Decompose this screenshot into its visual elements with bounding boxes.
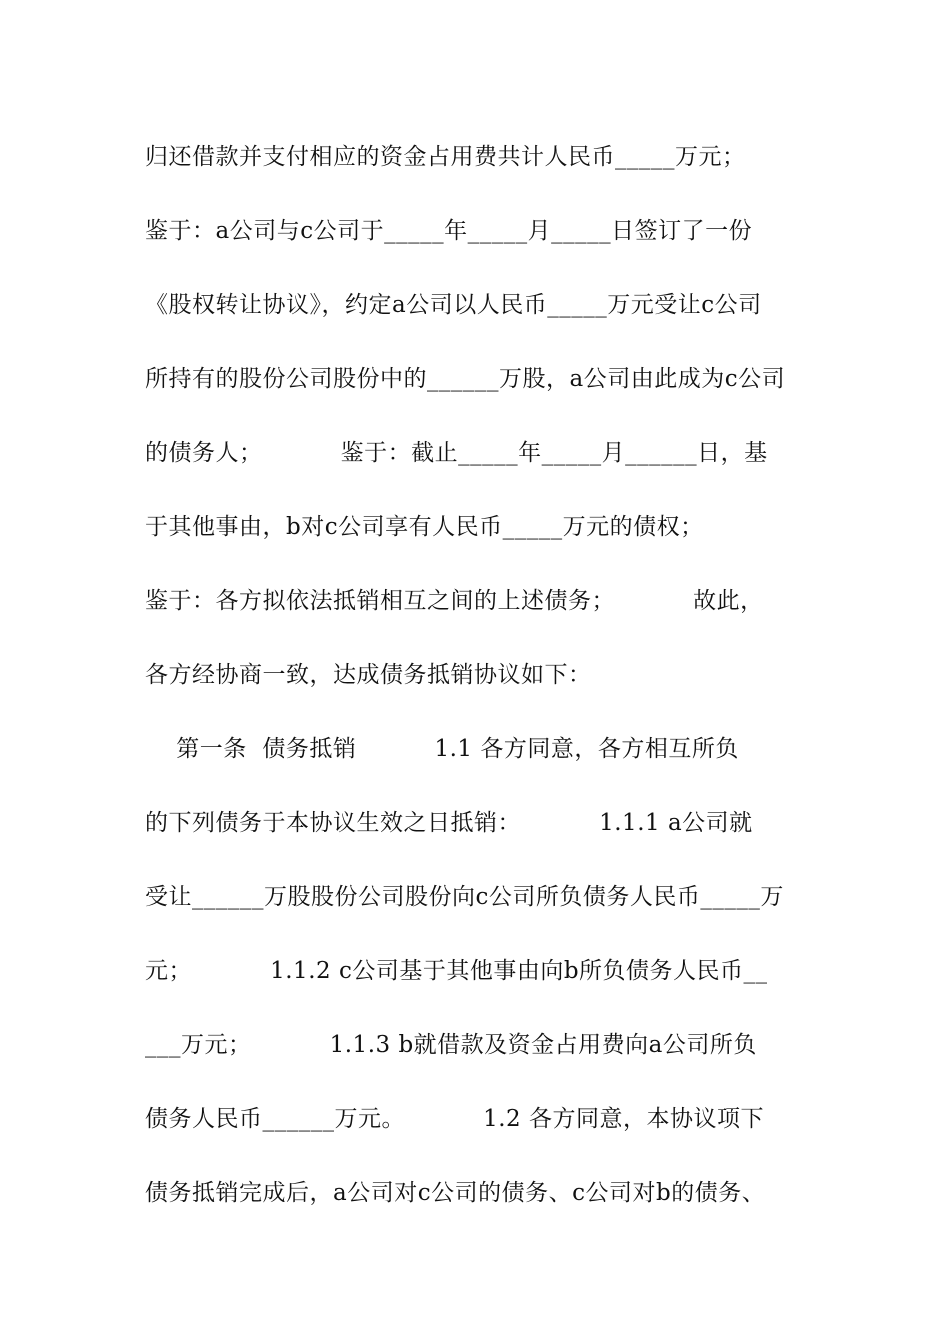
text-line-13: ___万元； 1.1.3 b就借款及资金占用费向a公司所负 (145, 1032, 757, 1058)
text-line-14: 债务人民币______万元。 1.2 各方同意，本协议项下 (145, 1106, 764, 1132)
text-line-9: 第一条 债务抵销 1.1 各方同意，各方相互所负 (145, 736, 739, 762)
text-line-4: 所持有的股份公司股份中的______万股，a公司由此成为c公司 (145, 366, 786, 392)
text-line-6: 于其他事由，b对c公司享有人民币_____万元的债权； (145, 514, 704, 540)
text-line-12: 元； 1.1.2 c公司基于其他事由向b所负债务人民币__ (145, 958, 768, 984)
text-line-11: 受让______万股股份公司股份向c公司所负债务人民币_____万 (145, 884, 784, 910)
text-line-8: 各方经协商一致，达成债务抵销协议如下： (145, 662, 592, 688)
text-line-10: 的下列债务于本协议生效之日抵销： 1.1.1 a公司就 (145, 810, 753, 836)
text-line-7: 鉴于：各方拟依法抵销相互之间的上述债务； 故此， (145, 588, 764, 614)
text-line-1: 归还借款并支付相应的资金占用费共计人民币_____万元； (145, 144, 746, 170)
document-body (145, 132, 810, 1242)
text-line-5: 的债务人； 鉴于：截止_____年_____月______日，基 (145, 440, 768, 466)
text-line-3: 《股权转让协议》，约定a公司以人民币_____万元受让c公司 (145, 292, 762, 318)
text-line-15: 债务抵销完成后，a公司对c公司的债务、c公司对b的债务、 (145, 1180, 766, 1206)
text-line-2: 鉴于：a公司与c公司于_____年_____月_____日签订了一份 (145, 218, 753, 244)
